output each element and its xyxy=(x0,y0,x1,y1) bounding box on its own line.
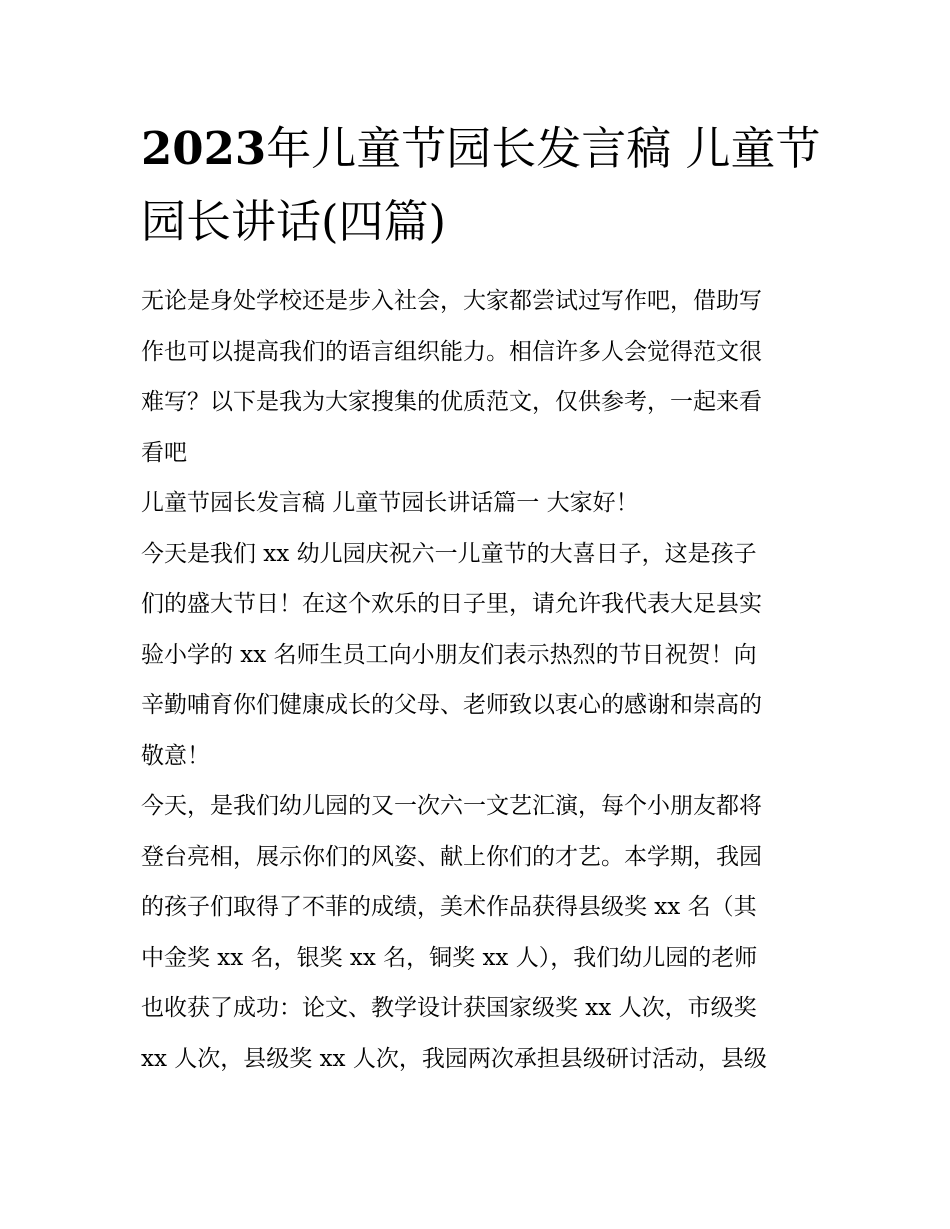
body-line: 的孩子们取得了不菲的成绩，美术作品获得县级奖 xx 名（其 xyxy=(141,894,757,920)
body-line: 登台亮相，展示你们的风姿、献上你们的才艺。本学期，我园 xyxy=(141,843,762,870)
body-line: 今天，是我们幼儿园的又一次六一文艺汇演，每个小朋友都将 xyxy=(141,793,762,819)
body-line: 辛勤哺育你们健康成长的父母、老师致以衷心的感谢和崇高的 xyxy=(141,692,762,718)
title-year: 2023 xyxy=(141,122,267,175)
body-line: 无论是身处学校还是步入社会，大家都尝试过写作吧，借助写 xyxy=(141,288,762,314)
body-line: 作也可以提高我们的语言组织能力。相信许多人会觉得范文很 xyxy=(141,338,762,365)
title-text: 年儿童节园长发言稿 儿童节园长讲话(四篇) xyxy=(141,122,821,248)
document-title xyxy=(141,112,821,258)
body-line: 验小学的 xx 名师生员工向小朋友们表示热烈的节日祝贺！向 xyxy=(141,641,757,668)
body-line: 也收获了成功：论文、教学设计获国家级奖 xx 人次，市级奖 xyxy=(141,995,757,1021)
document-body xyxy=(141,284,813,1092)
body-line: 敬意！ xyxy=(141,742,210,769)
body-line: 看吧 xyxy=(141,439,187,466)
body-line: 中金奖 xx 名，银奖 xx 名，铜奖 xx 人），我们幼儿园的老师 xyxy=(141,944,758,971)
body-line: 儿童节园长发言稿 儿童节园长讲话篇一 大家好！ xyxy=(141,490,639,516)
body-line: 今天是我们 xx 幼儿园庆祝六一儿童节的大喜日子，这是孩子 xyxy=(141,540,757,567)
body-line: 难写？以下是我为大家搜集的优质范文，仅供参考，一起来看 xyxy=(141,389,762,415)
body-line: xx 人次，县级奖 xx 人次，我园两次承担县级研讨活动，县级 xyxy=(141,1045,767,1072)
body-line: 们的盛大节日！在这个欢乐的日子里，请允许我代表大足县实 xyxy=(141,591,762,617)
